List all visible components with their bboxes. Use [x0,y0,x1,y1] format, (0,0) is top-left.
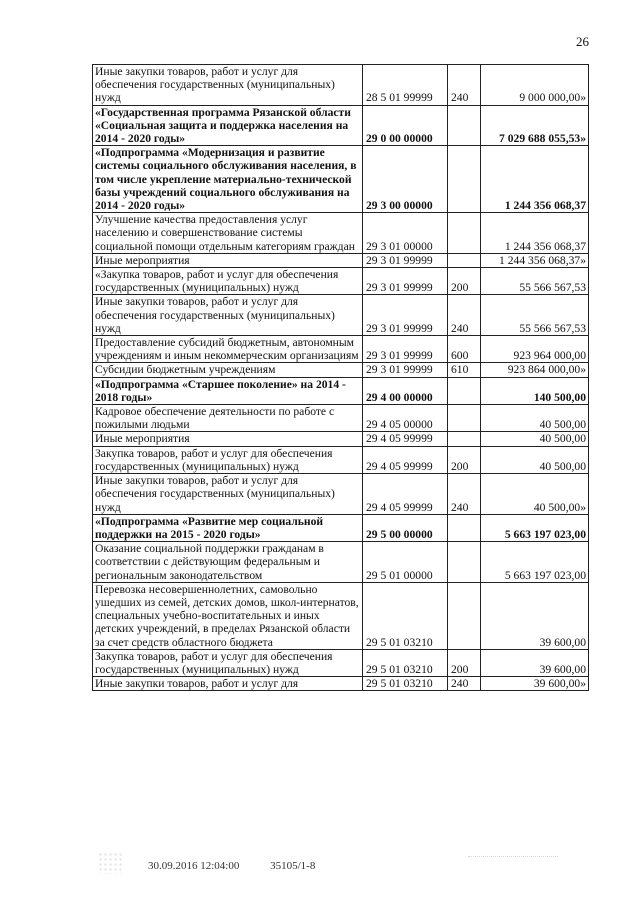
row-name-cell: «Подпрограмма «Старшее поколение» на 2014 - 2018 годы» [93,377,363,404]
row-name-cell: Субсидии бюджетным учреждениям [93,363,363,377]
row-vr-cell [448,377,481,404]
row-code-cell: 29 4 05 00000 [363,405,448,432]
row-code-cell: 29 3 01 99999 [363,336,448,363]
row-sum-cell: 140 500,00 [481,377,589,404]
row-code-cell: 29 4 05 99999 [363,446,448,473]
row-code-cell: 29 5 01 03210 [363,582,448,649]
table-row [93,295,589,336]
table-row [93,514,589,541]
row-name-cell: Улучшение качества предоставления услуг населению и совершенствование системы социальной помощи отдельным категориям граждан [93,213,363,254]
row-code-cell: 29 3 01 99999 [363,253,448,267]
row-code-cell: 29 3 01 00000 [363,213,448,254]
row-sum-cell: 39 600,00 [481,649,589,676]
row-sum-cell: 39 600,00 [481,582,589,649]
row-name-cell: «Закупка товаров, работ и услуг для обеспечения государственных (муниципальных) нужд [93,268,363,295]
row-vr-cell: 200 [448,268,481,295]
row-code-cell: 28 5 01 99999 [363,65,448,106]
row-vr-cell: 200 [448,446,481,473]
row-name-cell: Оказание социальной поддержки гражданам в соответствии с действующим федеральным и региональным законодательством [93,542,363,583]
row-name-cell: Предоставление субсидий бюджетным, автономным учреждениям и иным некоммерческим организациям [93,336,363,363]
table-row [93,432,589,446]
stamp-mark [98,852,122,874]
footer-doc-id: 35105/1-8 [270,860,316,872]
row-name-cell: Иные закупки товаров, работ и услуг для [93,677,363,691]
footer-datetime: 30.09.2016 12:04:00 [148,860,240,872]
table-row [93,253,589,267]
row-sum-cell: 40 500,00 [481,432,589,446]
row-name-cell: Закупка товаров, работ и услуг для обеспечения государственных (муниципальных) нужд [93,649,363,676]
row-sum-cell: 40 500,00 [481,446,589,473]
row-code-cell: 29 3 01 99999 [363,363,448,377]
table-row [93,542,589,583]
table-row [93,105,589,146]
row-code-cell: 29 3 00 00000 [363,146,448,213]
row-sum-cell: 55 566 567,53 [481,295,589,336]
row-name-cell: Иные закупки товаров, работ и услуг для обеспечения государственных (муниципальных) нужд [93,65,363,106]
table-row [93,474,589,515]
row-sum-cell: 1 244 356 068,37» [481,253,589,267]
table-row [93,377,589,404]
table-row [93,363,589,377]
row-vr-cell [448,432,481,446]
row-name-cell: Закупка товаров, работ и услуг для обеспечения государственных (муниципальных) нужд [93,446,363,473]
row-vr-cell [448,105,481,146]
row-vr-cell [448,253,481,267]
row-name-cell: Перевозка несовершеннолетних, самовольно ушедших из семей, детских домов, школ-интернатов, специальных учебно-воспитательных и иных детских учреждений, в пределах Рязанской области за счет средств областного бюджета [93,582,363,649]
table-row [93,65,589,106]
row-code-cell: 29 5 01 03210 [363,649,448,676]
row-sum-cell: 39 600,00» [481,677,589,691]
row-vr-cell [448,405,481,432]
table-row [93,446,589,473]
row-code-cell: 29 5 00 00000 [363,514,448,541]
row-sum-cell: 5 663 197 023,00 [481,514,589,541]
row-name-cell: «Подпрограмма «Развитие мер социальной поддержки на 2015 - 2020 годы» [93,514,363,541]
row-vr-cell [448,213,481,254]
table-row [93,268,589,295]
row-vr-cell: 240 [448,474,481,515]
row-sum-cell: 923 964 000,00 [481,336,589,363]
row-name-cell: Иные мероприятия [93,432,363,446]
table-row [93,213,589,254]
signature-mark [468,856,558,871]
row-sum-cell: 5 663 197 023,00 [481,542,589,583]
row-code-cell: 29 4 05 99999 [363,474,448,515]
table-row [93,677,589,691]
row-sum-cell: 40 500,00 [481,405,589,432]
budget-table [92,64,589,691]
table-row [93,146,589,213]
row-name-cell: Иные мероприятия [93,253,363,267]
row-sum-cell: 40 500,00» [481,474,589,515]
table-row [93,405,589,432]
row-code-cell: 29 4 05 99999 [363,432,448,446]
row-code-cell: 29 5 01 00000 [363,542,448,583]
row-vr-cell [448,542,481,583]
row-name-cell: Иные закупки товаров, работ и услуг для обеспечения государственных (муниципальных) нужд [93,474,363,515]
row-vr-cell [448,514,481,541]
row-vr-cell: 240 [448,295,481,336]
row-code-cell: 29 4 00 00000 [363,377,448,404]
row-code-cell: 29 5 01 03210 [363,677,448,691]
row-name-cell: Иные закупки товаров, работ и услуг для обеспечения государственных (муниципальных) нужд [93,295,363,336]
row-vr-cell [448,146,481,213]
row-vr-cell: 200 [448,649,481,676]
row-sum-cell: 1 244 356 068,37 [481,146,589,213]
footer [148,860,343,872]
row-vr-cell [448,582,481,649]
page-number: 26 [576,34,589,49]
row-name-cell: «Подпрограмма «Модернизация и развитие системы социального обслуживания населения, в том числе укрепление материально-технической базы учреждений социального обслуживания на 2014 - 2020 годы» [93,146,363,213]
row-code-cell: 29 0 00 00000 [363,105,448,146]
row-code-cell: 29 3 01 99999 [363,268,448,295]
row-code-cell: 29 3 01 99999 [363,295,448,336]
row-name-cell: «Государственная программа Рязанской области «Социальная защита и поддержка населения на 2014 - 2020 годы» [93,105,363,146]
table-row [93,336,589,363]
row-sum-cell: 7 029 688 055,53» [481,105,589,146]
row-vr-cell: 610 [448,363,481,377]
row-vr-cell: 600 [448,336,481,363]
table-row [93,649,589,676]
row-vr-cell: 240 [448,677,481,691]
row-sum-cell: 923 864 000,00» [481,363,589,377]
row-sum-cell: 9 000 000,00» [481,65,589,106]
table-row [93,582,589,649]
table-body [93,65,589,691]
row-sum-cell: 55 566 567,53 [481,268,589,295]
row-sum-cell: 1 244 356 068,37 [481,213,589,254]
row-vr-cell: 240 [448,65,481,106]
row-name-cell: Кадровое обеспечение деятельности по работе с пожилыми людьми [93,405,363,432]
